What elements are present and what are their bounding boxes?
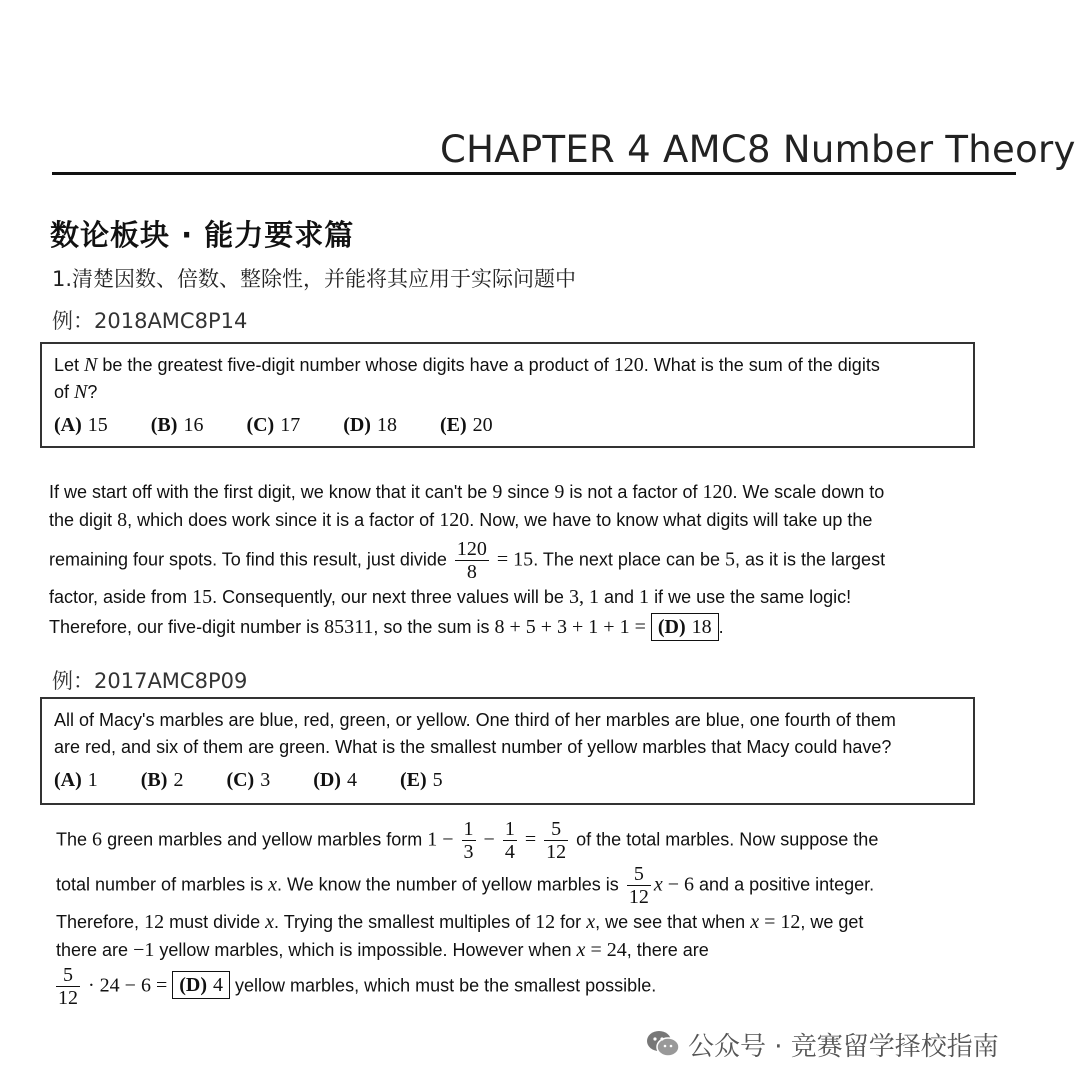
choice-b: (B) 16: [150, 414, 204, 436]
example-2-answer-box: (D) 4: [172, 971, 230, 999]
choice-a: (A) 15: [54, 414, 108, 436]
example-2-solution: The 6 green marbles and yellow marbles form 1 − $\frac{1}{3}$ − $\frac{1}{4}$ = $\frac{5}{12}$ of the total marbles. Now suppose the total number of marbles is x. We know the number of yellow marbles is $\frac{5}{12}$ x − 6 and a positive integer. Therefore, 12 must divide x. Trying the smallest multiples of 12 for x, we see that when x = 12, we get there are −1 yellow marbles, which is impossible. However when x = 24, there are $\frac{5}{12}$ · 24 − 6 = (D) 4 yellow marbles, which must be the smallest possible.: [56, 818, 879, 1009]
example-2-label: 例：2017AMC8P09: [52, 669, 248, 693]
example-2-problem-box: [40, 697, 975, 805]
fraction-120-over-8: $\frac{120}{8}$: [456, 538, 487, 583]
example-1-solution: If we start off with the first digit, we know that it can't be 9 since 9 is not a factor of 120. We scale down to the digit 8, which does work since it is a factor of 120. Now, we have to know what digits will take up the remaining four spots. To find this result, just divide $\frac{120}{8}$ = 15. The next place can be 5, as it is the largest factor, aside from 15. Consequently, our next three values will be 3, 1 and 1 if we use the same logic! Therefore, our five-digit number is 85311, so the sum is 8 + 5 + 3 + 1 + 1 = (D) 18 .: [49, 478, 969, 641]
example-2-problem-text: All of Macy's marbles are blue, red, green, or yellow. One third of her marbles are blue, one fourth of them are red, and six of them are green. What is the smallest number of yellow marbles that Macy could have?: [54, 710, 896, 757]
wechat-account-watermark: 公众号 · 竞赛留学择校指南: [646, 1026, 999, 1065]
wechat-icon: [646, 1030, 680, 1065]
example-1-answer-box: (D) 18: [651, 613, 719, 641]
example-1-problem-text: Let N be the greatest five-digit number whose digits have a product of 120. What is the sum of the digits of N?: [54, 354, 880, 403]
choice-a: (A) 1: [54, 769, 98, 791]
choice-e: (E) 20: [439, 414, 493, 436]
example-1-label: 例：2018AMC8P14: [52, 309, 248, 333]
choice-c: (C) 3: [226, 769, 271, 791]
choice-e: (E) 5: [399, 769, 443, 791]
section-title: 数论板块 · 能力要求篇: [50, 218, 355, 252]
choice-c: (C) 17: [246, 414, 301, 436]
choice-d: (D) 4: [313, 769, 357, 791]
example-1-choices: [54, 412, 961, 439]
chapter-title: CHAPTER 4 AMC8 Number Theory: [440, 128, 1076, 171]
choice-b: (B) 2: [140, 769, 184, 791]
example-2-choices: [54, 767, 961, 794]
chapter-rule: [52, 172, 1016, 175]
skill-statement: 1.清楚因数、倍数、整除性，并能将其应用于实际问题中: [52, 267, 577, 291]
choice-d: (D) 18: [343, 414, 397, 436]
example-1-problem-box: [40, 342, 975, 448]
